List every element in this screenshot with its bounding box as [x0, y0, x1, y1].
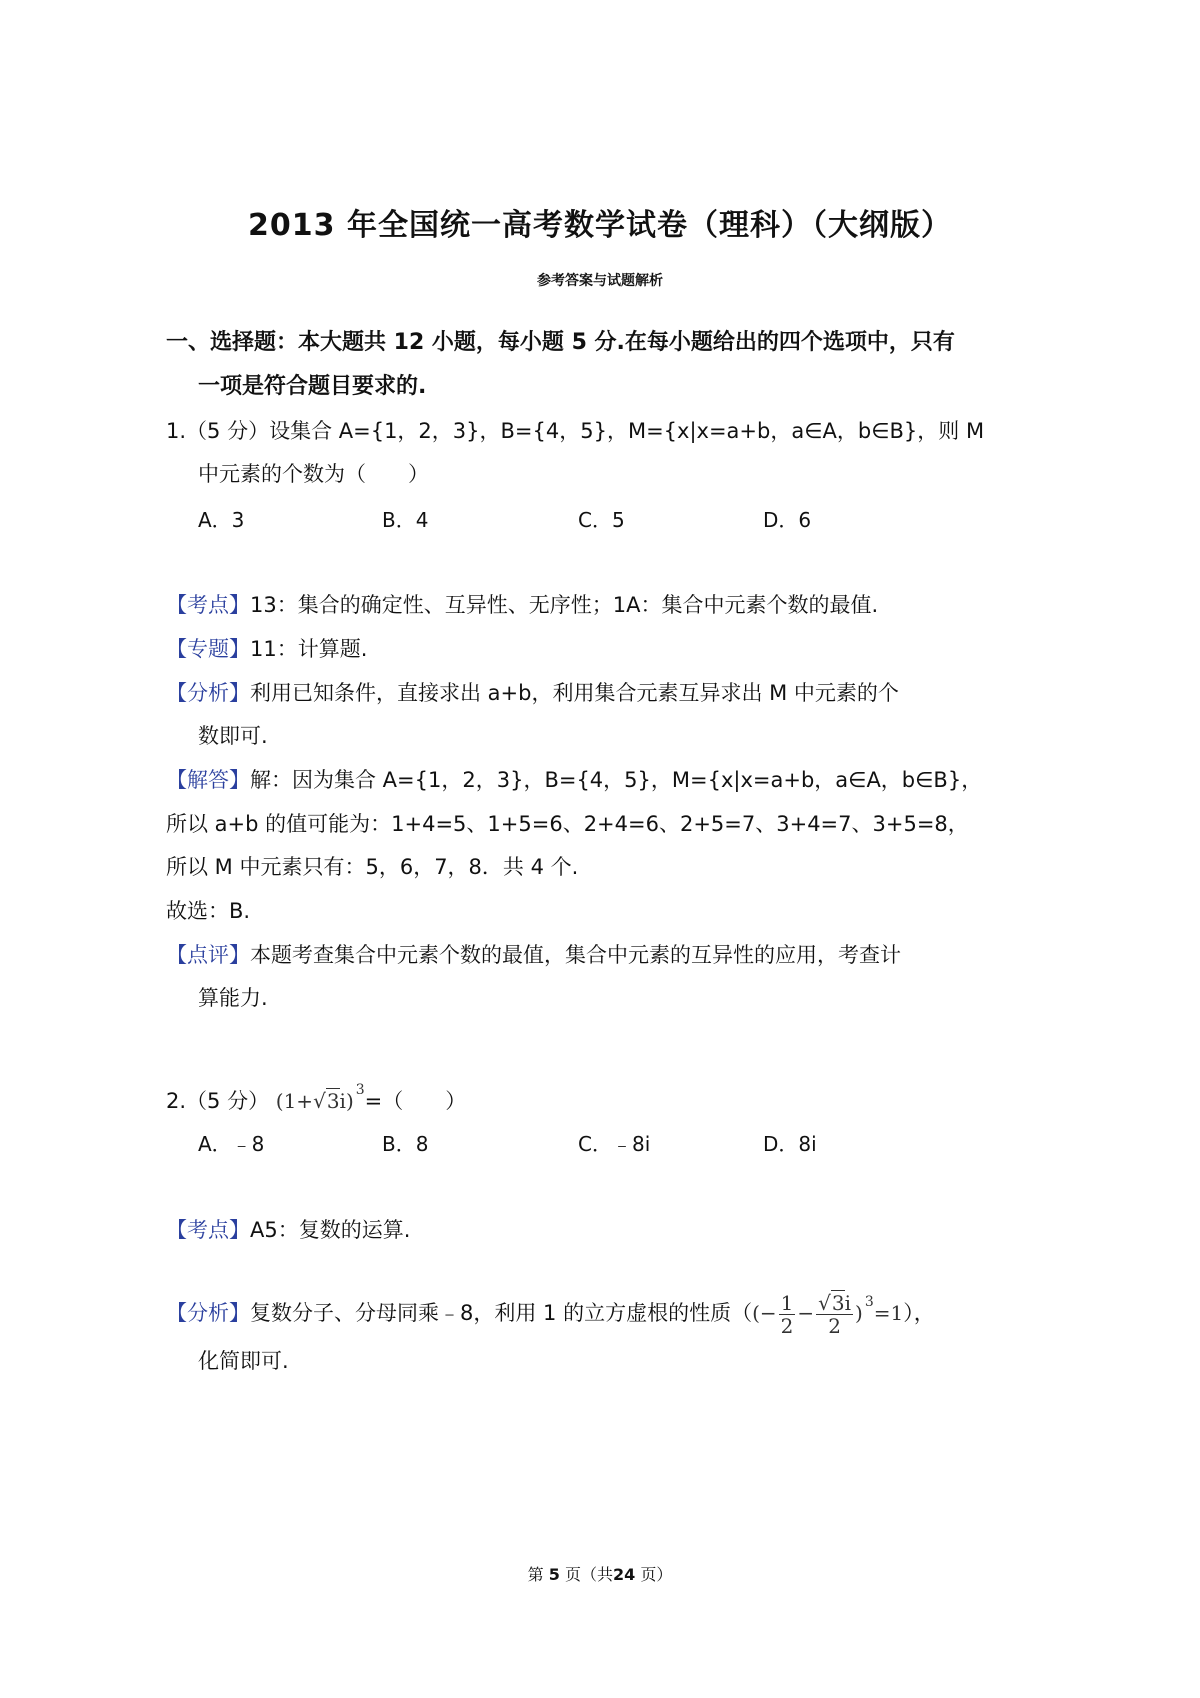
q1-jieda-text: 解：因为集合 A={1，2，3}，B={4，5}，M={x|x=a+b，a∈A，b∈B}，	[250, 768, 983, 792]
q2-option-c: C．﹣8i	[578, 1132, 651, 1156]
q1-option-c: C．5	[578, 508, 625, 532]
q1-zhuanti-tag: 【专题】	[166, 637, 250, 661]
fenxi-frac2-den: 2	[828, 1314, 841, 1338]
q1-option-a: A．3	[198, 508, 245, 532]
fenxi-frac1-num: 1	[780, 1291, 794, 1315]
q1-fenxi-line2: 数即可.	[198, 724, 268, 748]
q2-formula-i: i)	[339, 1089, 354, 1113]
q1-zhuanti	[166, 634, 367, 664]
q2-stem-suffix: =（ ）	[364, 1089, 467, 1113]
page-footer	[0, 1562, 1200, 1585]
q1-stem-line2: 中元素的个数为（ ）	[198, 462, 429, 486]
section-heading-line2: 一项是符合题目要求的.	[198, 374, 427, 399]
q2-fenxi-tag: 【分析】	[166, 1301, 250, 1325]
q1-dianping	[166, 940, 901, 970]
fenxi-frac2-i: i	[844, 1291, 852, 1315]
q1-fenxi-tag: 【分析】	[166, 681, 250, 705]
q1-kaodian-text: 13：集合的确定性、互异性、无序性；1A：集合中元素个数的最值.	[250, 593, 879, 617]
q2-kaodian	[166, 1215, 410, 1245]
fenxi-fraction-1	[779, 1292, 796, 1337]
footer-middle: 页（共	[564, 1565, 613, 1584]
q1-jieda-tag: 【解答】	[166, 768, 250, 792]
footer-page-number: 5	[548, 1565, 560, 1584]
q1-kaodian	[166, 590, 878, 620]
q2-formula-exp: 3	[355, 1082, 365, 1098]
q1-jieda-line4: 故选：B.	[166, 899, 251, 923]
q2-option-d: D．8i	[763, 1132, 817, 1156]
fenxi-formula-eq: =1	[873, 1301, 904, 1325]
q1-stem-line1: 1.（5 分）设集合 A={1，2，3}，B={4，5}，M={x|x=a+b，a∈A，b∈B}，则 M	[166, 419, 985, 443]
q1-dianping-tag: 【点评】	[166, 943, 250, 967]
q2-stem	[166, 1075, 466, 1116]
q1-fenxi	[166, 678, 899, 708]
q1-kaodian-tag: 【考点】	[166, 593, 250, 617]
q2-kaodian-tag: 【考点】	[166, 1218, 250, 1242]
q2-formula-sqrt: 3	[326, 1089, 340, 1113]
q2-option-a: A．﹣8	[198, 1132, 265, 1156]
q1-jieda	[166, 765, 982, 795]
q1-zhuanti-text: 11：计算题.	[250, 637, 368, 661]
footer-suffix: 页）	[640, 1565, 673, 1584]
q2-formula-open: (1+	[275, 1089, 314, 1113]
fenxi-formula-minus-2: −	[797, 1301, 815, 1325]
q2-stem-prefix: 2.（5 分）	[166, 1089, 270, 1113]
q1-dianping-text: 本题考查集合中元素个数的最值，集合中元素的互异性的应用，考查计	[250, 943, 901, 967]
page-subtitle: 参考答案与试题解析	[537, 273, 663, 289]
fenxi-frac2-sqrt: 3	[831, 1291, 845, 1315]
fenxi-formula-open: (	[752, 1301, 760, 1325]
fenxi-formula-close: )	[855, 1301, 863, 1325]
q2-kaodian-text: A5：复数的运算.	[250, 1218, 411, 1242]
footer-total-pages: 24	[612, 1565, 636, 1584]
q1-option-b: B．4	[382, 508, 429, 532]
q1-dianping-line2: 算能力.	[198, 986, 268, 1010]
section-heading-line1: 一、选择题：本大题共 12 小题，每小题 5 分.在每小题给出的四个选项中，只有	[166, 330, 955, 355]
fenxi-formula-exp: 3	[864, 1294, 874, 1310]
q1-jieda-line3: 所以 M 中元素只有：5，6，7，8．共 4 个.	[166, 855, 579, 879]
fenxi-fraction-2	[816, 1292, 853, 1337]
fenxi-formula-minus: −	[759, 1301, 777, 1325]
q2-fenxi-line2: 化简即可.	[198, 1349, 289, 1373]
fenxi-frac1-den: 2	[780, 1314, 794, 1338]
q2-fenxi-text: 复数分子、分母同乘﹣8，利用 1 的立方虚根的性质（	[250, 1301, 753, 1325]
q2-fenxi-formula	[752, 1291, 904, 1338]
q2-fenxi	[166, 1280, 935, 1337]
q2-stem-formula: (1+√3i) $^3$	[275, 1082, 365, 1113]
q1-jieda-line2: 所以 a+b 的值可能为：1+4=5、1+5=6、2+4=6、2+5=7、3+4=7、3+5=8，	[166, 812, 969, 836]
footer-prefix: 第	[527, 1565, 544, 1584]
q2-fenxi-line1-end: ），	[903, 1301, 935, 1325]
page-title: 2013 年全国统一高考数学试卷（理科）（大纲版）	[248, 208, 952, 243]
q1-option-d: D．6	[763, 508, 812, 532]
q2-option-b: B．8	[382, 1132, 429, 1156]
fenxi-frac2-num: √3i	[818, 1291, 852, 1315]
q1-fenxi-text: 利用已知条件，直接求出 a+b，利用集合元素互异求出 M 中元素的个	[250, 681, 899, 705]
